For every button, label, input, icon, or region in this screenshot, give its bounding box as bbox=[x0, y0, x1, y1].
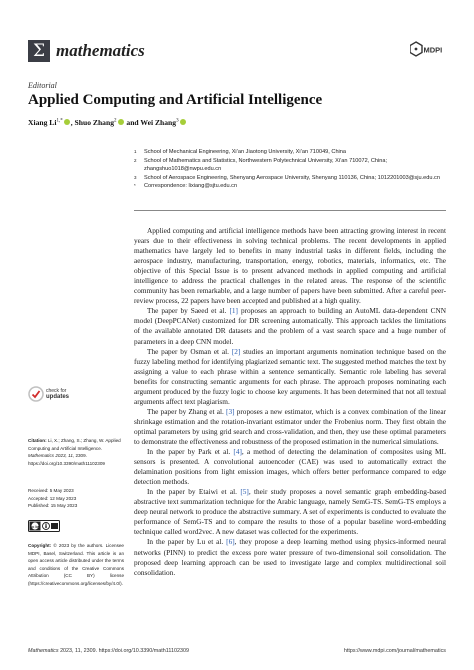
journal-name[interactable]: mathematics bbox=[56, 41, 145, 60]
reference-link[interactable]: [6] bbox=[226, 537, 235, 547]
affiliation-item bbox=[134, 174, 454, 183]
cc-badge-text: cc by bbox=[29, 523, 41, 529]
affiliation-item bbox=[134, 157, 454, 174]
footer-doi[interactable]: 2023, 11, 2309. https://doi.org/10.3390/math11102309 bbox=[60, 648, 189, 654]
correspondence bbox=[134, 182, 454, 191]
reference-link[interactable]: [3] bbox=[226, 406, 235, 416]
article-title: Applied Computing and Artificial Intelligence bbox=[28, 92, 323, 108]
body-paragraph: In the paper by Lu et al. [6], they propose a deep learning method using physics-informed neural networks (PINN) to predict the excess pore water pressure of two-dimensional soil consolidation. The proposed deep learning approach can be used to investigate large and complex multidirectional soil consolidation. bbox=[134, 537, 447, 577]
page-footer bbox=[28, 648, 446, 654]
author-separator: , bbox=[70, 118, 75, 127]
check-updates-line2: updates bbox=[46, 394, 70, 400]
body-paragraph: The paper by Saeed et al. [1] proposes an approach to building an AutoML data-dependent CNN model (DeepPCANet) customized for DR screening automatically. This approach tackles the limitations of the available annotated DR datasets and the problem of a vast search space and a huge number of parameters in a deep CNN model. bbox=[134, 306, 446, 346]
footer-journal-url[interactable]: https://www.mdpi.com/journal/mathematics bbox=[343, 648, 446, 654]
citation-block bbox=[28, 437, 124, 467]
author-affiliation-mark: 2 bbox=[114, 118, 117, 124]
author-and: and bbox=[124, 118, 141, 127]
orcid-icon[interactable] bbox=[180, 119, 186, 125]
mdpi-logo[interactable] bbox=[410, 40, 446, 62]
author-affiliation-mark: 1,* bbox=[56, 118, 63, 124]
affiliation-number: 2 bbox=[134, 157, 137, 163]
affiliation-text: School of Mechanical Engineering, Xi’an Jiaotong University, Xi’an 710049, China bbox=[144, 149, 347, 155]
author-name: Wei Zhang bbox=[140, 118, 177, 127]
received-date: Received: 5 May 2023 bbox=[28, 488, 74, 493]
body-paragraph: Applied computing and artificial intelligence methods have been attracting growing interest in recent years due to their effectiveness in solving technical problems. The recent developments in applied mathematics have largely led to benefits in many industrial tasks in different fields, including the aerospace industry, manufacturing, transportation, energy, robotics, materials, informatics, etc. The objective of this Special Issue is to present advanced methods in applied computing and artificial intelligence to address the practical challenges in the related areas. The response of the scientific community has been remarkable, and a large number of papers have been submitted. After a careful peer-review process, 22 papers have been accepted and published at a high quality. bbox=[134, 226, 446, 306]
dates-block bbox=[28, 487, 124, 510]
affiliation-text: School of Aerospace Engineering, Shenyang Aerospace University, Shenyang 110136, China; 1012201003@sju.edu.cn bbox=[144, 174, 440, 181]
check-for-updates-button[interactable] bbox=[28, 386, 90, 406]
affiliations bbox=[134, 148, 454, 191]
citation-volume: 2023, 11, bbox=[55, 453, 75, 459]
mdpi-logo-icon bbox=[410, 40, 446, 62]
affiliation-text: School of Mathematics and Statistics, Northwestern Polytechnical University, Xi’an 710072, China; zhangshuo1018@nwpu.edu.cn bbox=[144, 157, 388, 173]
orcid-icon[interactable] bbox=[64, 119, 70, 125]
check-updates-label bbox=[46, 388, 69, 400]
reference-link[interactable]: [2] bbox=[231, 346, 241, 356]
body-paragraph: In the paper by Park et al. [4], a method of detecting the delamination of composites using ML sensors is presented. A convolutional autoencoder (CAE) was used to automatically extract the delamination positions from light emission images, which offers better performance compared to edge detection methods. bbox=[134, 447, 446, 487]
citation-label: Citation: bbox=[28, 438, 47, 443]
mdpi-logo-text: MDPI bbox=[423, 45, 443, 55]
article-body bbox=[134, 226, 446, 578]
affiliation-item bbox=[134, 148, 454, 157]
citation-text: Li, X.; Zhang, S.; Zhang, W. Applied Computing and Artificial Intelligence. bbox=[28, 438, 121, 451]
body-paragraph: The paper by Zhang et al. [3] proposes a new estimator, which is a convex combination of the linear shrinkage estimation and the rotation-invariant estimator under the Frobenius norm. They first obtain the optimal parameters by using grid search and cross-validation, and then, they use these optimal parameters to demonstrate the effectiveness and robustness of the proposed estimation in the numerical simulations. bbox=[134, 406, 446, 446]
affiliation-number: * bbox=[134, 183, 136, 189]
author-name: Shuo Zhang bbox=[74, 118, 115, 127]
affiliation-number: 1 bbox=[134, 149, 137, 154]
copyright-label: Copyright: bbox=[28, 543, 52, 548]
copyright-block bbox=[28, 542, 124, 588]
citation-doi[interactable]: 2309. https://doi.org/10.3390/math11102309 bbox=[28, 453, 105, 466]
check-updates-icon bbox=[28, 386, 44, 402]
cc-by-license-badge[interactable] bbox=[28, 520, 60, 532]
copyright-text: © 2023 by the authors. Licensee MDPI, Basel, Switzerland. This article is an open access article distributed under the terms and conditions of the Creative Commons Attribution (CC BY) license (https://creativecommons.org/licenses/by/4.0/). bbox=[28, 543, 124, 586]
check-updates-line1: check for bbox=[46, 388, 67, 394]
footer-citation bbox=[28, 648, 189, 654]
reference-link[interactable]: [5] bbox=[240, 487, 249, 497]
orcid-icon[interactable] bbox=[118, 119, 124, 125]
author-list bbox=[28, 118, 187, 127]
accepted-date: Accepted: 12 May 2023 bbox=[28, 495, 77, 501]
journal-logo: Σ bbox=[28, 40, 50, 62]
affiliation-number: 3 bbox=[134, 174, 137, 180]
article-type: Editorial bbox=[28, 81, 57, 90]
footer-journal: Mathematics bbox=[28, 648, 59, 654]
published-date: Published: 15 May 2023 bbox=[28, 503, 78, 509]
author-affiliation-mark: 3 bbox=[176, 118, 179, 124]
correspondence-text: Correspondence: lixiang@sjtu.edu.cn bbox=[144, 183, 238, 190]
cc-by-icon bbox=[28, 520, 60, 532]
citation-journal: Mathematics bbox=[28, 453, 55, 459]
body-paragraph: In the paper by Etaiwi et al. [5], their study proposes a novel semantic graph embedding-based abstractive text summarization technique for the Arabic language, namely SemG-TS. SemG-TS employs a deep neural network to produce the abstractive summary. A set of experiments is conducted to evaluate the performance of SemG-TS and to compare the results to those of a popular baseline word-embedding technique called word2vec. A new dataset was collected for the experiments. bbox=[134, 487, 446, 537]
divider bbox=[134, 210, 446, 211]
reference-link[interactable]: [4] bbox=[233, 447, 242, 457]
body-paragraph: The paper by Osman et al. [2] studies an important arguments nomination technique based on the fuzzy labeling method for identifying plagiarized semantic text. The suggested method matches the text by assigning a value to each phrase within a sentence semantically. Semantic role labeling has several benefits for constructing semantic arguments for each phrase. The approach proposes nominating each argument produced by the fuzzy logic to choose key arguments. It has been determined that not all textual arguments affect text plagiarism. bbox=[134, 346, 446, 406]
reference-link[interactable]: [1] bbox=[229, 306, 238, 316]
author-name: Xiang Li bbox=[28, 118, 57, 127]
